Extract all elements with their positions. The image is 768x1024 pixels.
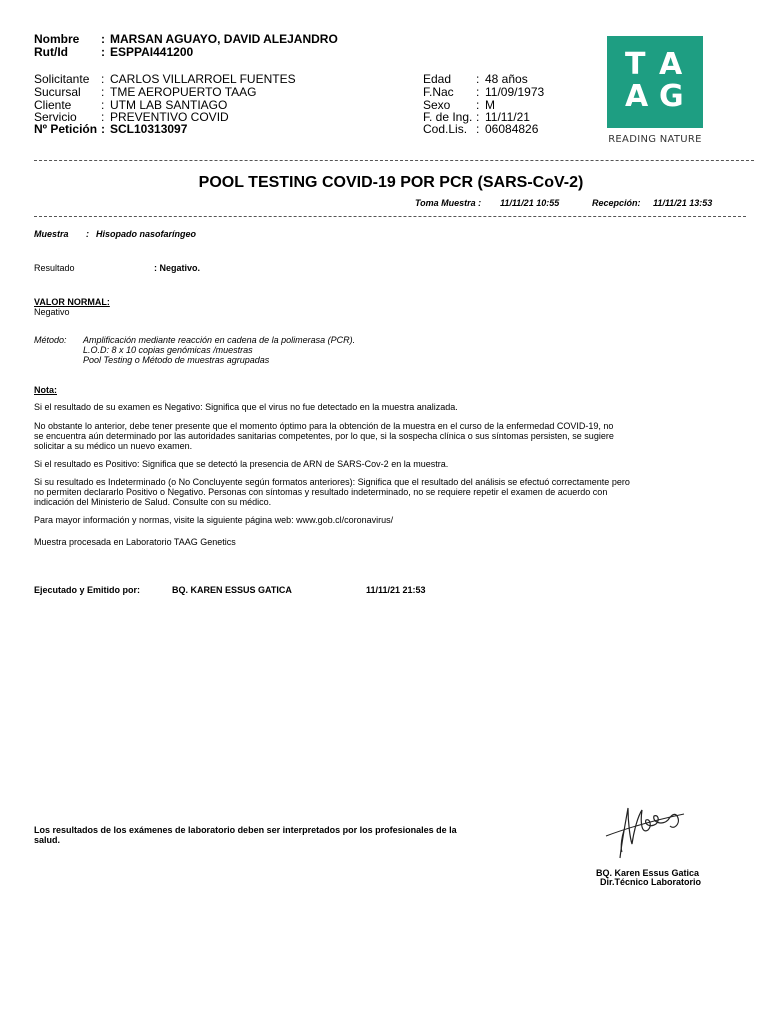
field-value: SCL10313097: [110, 122, 188, 136]
field-value: TME AEROPUERTO TAAG: [110, 85, 257, 99]
divider: [34, 160, 754, 161]
nota-line: Si el resultado de su examen es Negativo: Significa que el virus no fue detectado en la muestra analizada.: [34, 402, 458, 412]
muestra-value: Hisopado nasofaríngeo: [96, 229, 197, 239]
nota-paragraph: [34, 402, 674, 412]
valor-normal-label: VALOR NORMAL:: [34, 297, 110, 307]
field-value: 06084826: [485, 122, 539, 136]
nota-line: Si su resultado es Indeterminado (o No Concluyente según formatos anteriores): Significa que el resultado del análisis se efectuó correctamente pero: [34, 477, 630, 487]
logo-letter: A: [659, 47, 683, 82]
divider: [34, 216, 746, 217]
field-label: Servicio: [34, 110, 77, 124]
nota-line: Para mayor información y normas, visite la siguiente página web: www.gob.cl/coronavirus/: [34, 515, 394, 525]
field-value: 48 años: [485, 72, 528, 86]
logo-letter: G: [659, 79, 684, 114]
signer-title: Dir.Técnico Laboratorio: [600, 877, 702, 887]
recepcion-value: 11/11/21 13:53: [653, 198, 713, 208]
field-label: F. de Ing.: [423, 110, 473, 124]
field-value: PREVENTIVO COVID: [110, 110, 229, 124]
patient-rut: ESPPAI441200: [110, 45, 194, 59]
nota-paragraph: [34, 459, 674, 469]
patient-name: MARSAN AGUAYO, DAVID ALEJANDRO: [110, 32, 338, 46]
field-value: CARLOS VILLARROEL FUENTES: [110, 72, 296, 86]
muestra-label: Muestra: [34, 229, 69, 239]
field-label: Cliente: [34, 98, 72, 112]
report-title: POOL TESTING COVID-19 POR PCR (SARS-CoV-2): [198, 174, 584, 191]
colon: :: [86, 229, 89, 239]
nombre-label: Nombre: [34, 32, 80, 46]
field-label: Solicitante: [34, 72, 90, 86]
nota-paragraph: [34, 421, 674, 451]
nota-line: indicación del Ministerio de Salud. Consulte con su médico.: [34, 497, 272, 507]
ejecutado-name: BQ. KAREN ESSUS GATICA: [172, 585, 292, 595]
nota-paragraph: [34, 477, 674, 507]
nota-line: no permiten declararlo Positivo o Negativo. Personas con síntomas y resultado indeterminado, no se requiere repetir el examen de acuerdo con: [34, 487, 608, 497]
signature-image: [592, 800, 702, 866]
toma-muestra-label: Toma Muestra :: [415, 198, 482, 208]
logo-letter: T: [625, 47, 646, 82]
metodo-line: Amplificación mediante reacción en cadena de la polimerasa (PCR).: [83, 335, 356, 345]
signer-name: BQ. Karen Essus Gatica: [596, 868, 700, 878]
field-value: 11/09/1973: [485, 85, 545, 99]
nota-line: se encuentra aún determinado por las autoridades sanitarias competentes, por lo que, si la sospecha clínica o sus síntomas persisten, se sugiere: [34, 431, 614, 441]
valor-normal-value: Negativo: [34, 307, 70, 317]
field-label: Sexo: [423, 98, 451, 112]
resultado-label: Resultado: [34, 263, 75, 273]
field-value: UTM LAB SANTIAGO: [110, 98, 228, 112]
field-label: Nº Petición: [34, 122, 98, 136]
nota-line: solicitar a su médico un nuevo examen.: [34, 441, 193, 451]
logo-tagline: READING NATURE: [608, 134, 702, 145]
nota-paragraph: [34, 515, 674, 525]
resultado-value: : Negativo.: [154, 263, 201, 273]
field-value: 11/11/21: [485, 110, 530, 124]
field-label: Sucursal: [34, 85, 81, 99]
disclaimer-line: salud.: [34, 835, 61, 845]
nota-line: Si el resultado es Positivo: Significa que se detectó la presencia de ARN de SARS-Cov-2 en la muestra.: [34, 459, 449, 469]
nota-line: No obstante lo anterior, debe tener presente que el momento óptimo para la obtención de la muestra en el curso de la enfermedad COVID-19, no: [34, 421, 614, 431]
field-label: F.Nac: [423, 85, 454, 99]
nota-line: Muestra procesada en Laboratorio TAAG Genetics: [34, 537, 236, 547]
nota-paragraph: [34, 537, 674, 547]
colon: :: [101, 45, 105, 59]
toma-muestra-value: 11/11/21 10:55: [500, 198, 560, 208]
recepcion-label: Recepción:: [592, 198, 641, 208]
nota-label: Nota:: [34, 385, 57, 395]
disclaimer-line: Los resultados de los exámenes de laboratorio deben ser interpretados por los profesionales de la: [34, 825, 457, 835]
ejecutado-label: Ejecutado y Emitido por:: [34, 585, 141, 595]
metodo-label: Método:: [34, 335, 67, 345]
field-label: Edad: [423, 72, 452, 86]
metodo-line: Pool Testing o Método de muestras agrupadas: [83, 355, 270, 365]
ejecutado-time: 11/11/21 21:53: [366, 585, 426, 595]
field-label: Cod.Lis.: [423, 122, 468, 136]
metodo-line: L.O.D: 8 x 10 copias genómicas /muestras: [83, 345, 253, 355]
colon: :: [101, 32, 105, 46]
taag-logo: [607, 36, 703, 128]
logo-letter: A: [625, 79, 649, 114]
disclaimer: [34, 825, 494, 845]
rut-label: Rut/Id: [34, 45, 68, 59]
field-value: M: [485, 98, 495, 112]
